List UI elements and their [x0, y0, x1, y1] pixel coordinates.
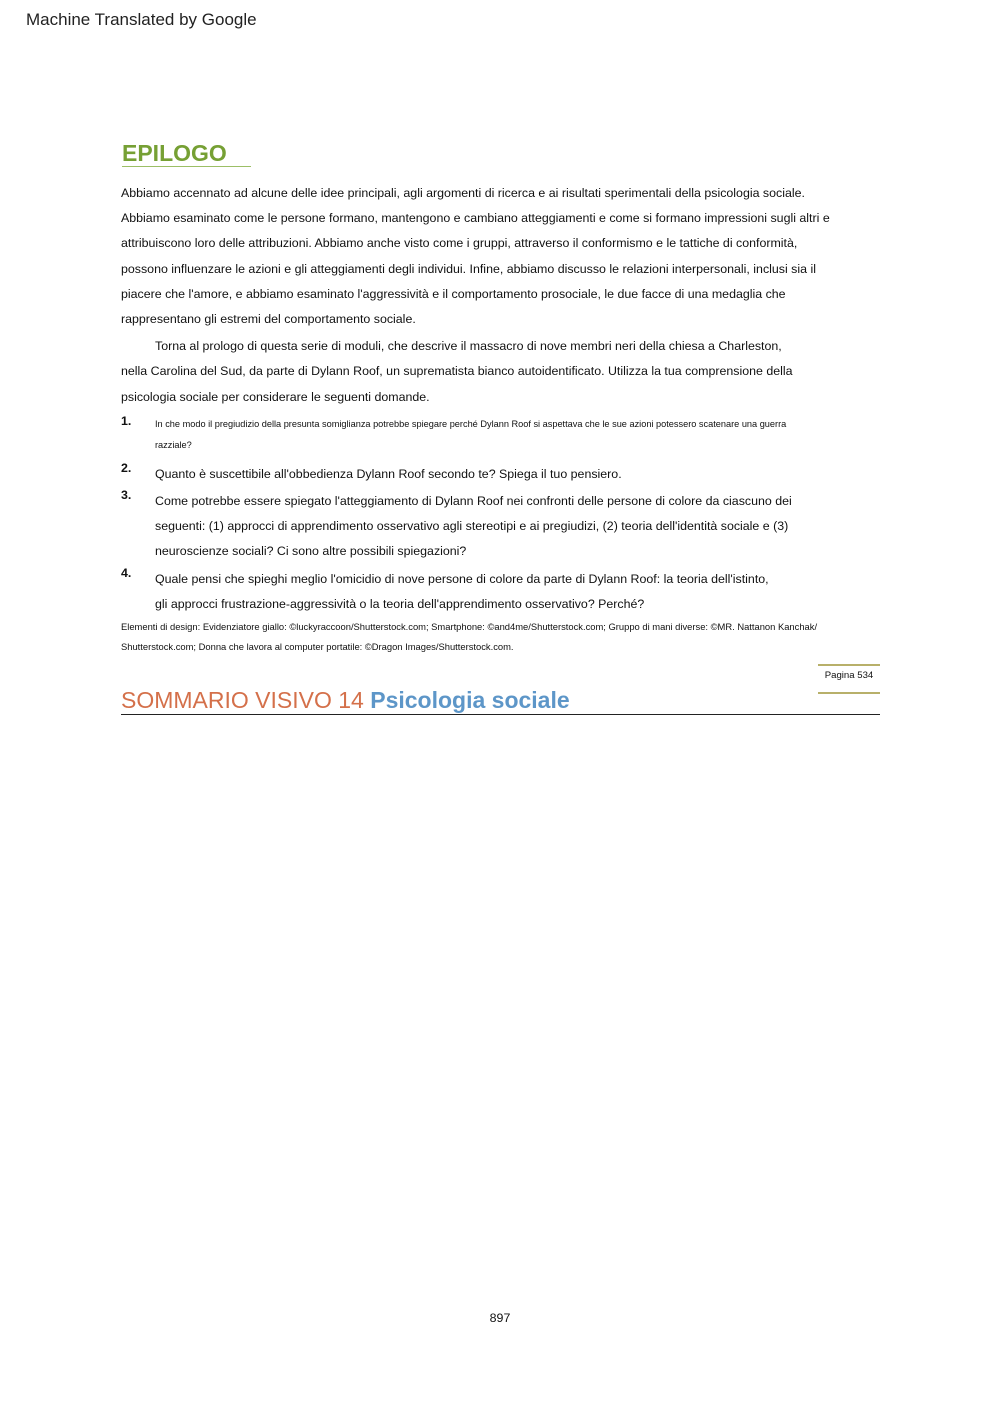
- sommario-prefix: SOMMARIO VISIVO 14: [121, 687, 364, 713]
- text-line: Abbiamo esaminato come le persone formano, mantengono e cambiano atteggiamenti e come si formano impressioni sugli altri e: [121, 211, 830, 226]
- question-text: neuroscienze sociali? Ci sono altre possibili spiegazioni?: [155, 544, 467, 559]
- text-line: Torna al prologo di questa serie di moduli, che descrive il massacro di nove membri neri della chiesa a Charleston,: [155, 339, 782, 354]
- question-item: [121, 462, 881, 487]
- text-line: psicologia sociale per considerare le seguenti domande.: [121, 389, 430, 404]
- text-line: possono influenzare le azioni e gli atteggiamenti degli individui. Infine, abbiamo discusso le relazioni interpersonali, inclusi sia il: [121, 261, 816, 276]
- page-content: [121, 140, 881, 657]
- section-title: EPILOGO: [122, 140, 251, 167]
- question-text: Come potrebbe essere spiegato l'atteggiamento di Dylann Roof nei confronti delle persone di colore da ciascuno dei: [155, 494, 792, 509]
- text-line: Abbiamo accennato ad alcune delle idee principali, agli argomenti di ricerca e ai risultati sperimentali della psicologia sociale.: [121, 186, 805, 200]
- credit-line: Shutterstock.com; Donna che lavora al computer portatile: ©Dragon Images/Shutterstock.com.: [121, 641, 514, 653]
- question-text: seguenti: (1) approcci di apprendimento osservativo agli stereotipi e ai pregiudizi, (2) teoria dell'identità sociale e (3): [155, 519, 789, 534]
- question-text: gli approcci frustrazione-aggressività o la teoria dell'apprendimento osservativo? Perché?: [155, 596, 645, 611]
- text-line: attribuiscono loro delle attribuzioni. Abbiamo anche visto come i gruppi, attraverso il conformismo e le tattiche di conformità,: [121, 236, 798, 251]
- question-text: Quale pensi che spieghi meglio l'omicidio di nove persone di colore da parte di Dylann Roof: la teoria dell'istinto,: [155, 571, 769, 586]
- question-item: [121, 567, 881, 617]
- sommario-heading: [121, 686, 880, 715]
- question-text: In che modo il pregiudizio della presunta somiglianza potrebbe spiegare perché Dylann Roof si aspettava che le sue azioni potessero scatenare una guerra: [155, 418, 787, 429]
- question-text: razziale?: [155, 439, 192, 450]
- question-number: 1.: [121, 413, 132, 428]
- text-line: rappresentano gli estremi del comportamento sociale.: [121, 312, 416, 327]
- question-list: [121, 414, 881, 617]
- question-item: [121, 414, 881, 456]
- sommario-title: Psicologia sociale: [370, 687, 570, 713]
- question-number: 4.: [121, 565, 132, 580]
- paragraph-summary: [121, 181, 881, 332]
- text-line: piacere che l'amore, e abbiamo esaminato l'aggressività e il comportamento prosociale, le due facce di una medaglia che: [121, 286, 786, 301]
- question-number: 3.: [121, 488, 132, 503]
- machine-translation-banner: Machine Translated by Google: [26, 10, 257, 29]
- question-item: [121, 489, 881, 565]
- design-credits: [121, 617, 881, 657]
- credit-line: Elementi di design: Evidenziatore giallo: ©luckyraccoon/Shutterstock.com; Smartphone: ©and4me/Shutterstock.com; Gruppo di mani diverse: ©MR. Nattanon Kanchak/: [121, 621, 818, 633]
- question-number: 2.: [121, 460, 132, 475]
- text-line: nella Carolina del Sud, da parte di Dylann Roof, un suprematista bianco autoidentificato. Utilizza la tua comprensione della: [121, 364, 793, 379]
- pagina-label: Pagina 534: [818, 664, 880, 694]
- question-text: Quanto è suscettibile all'obbedienza Dylann Roof secondo te? Spiega il tuo pensiero.: [155, 466, 622, 481]
- paragraph-prologue: [121, 334, 881, 410]
- page-number: 897: [489, 1311, 511, 1325]
